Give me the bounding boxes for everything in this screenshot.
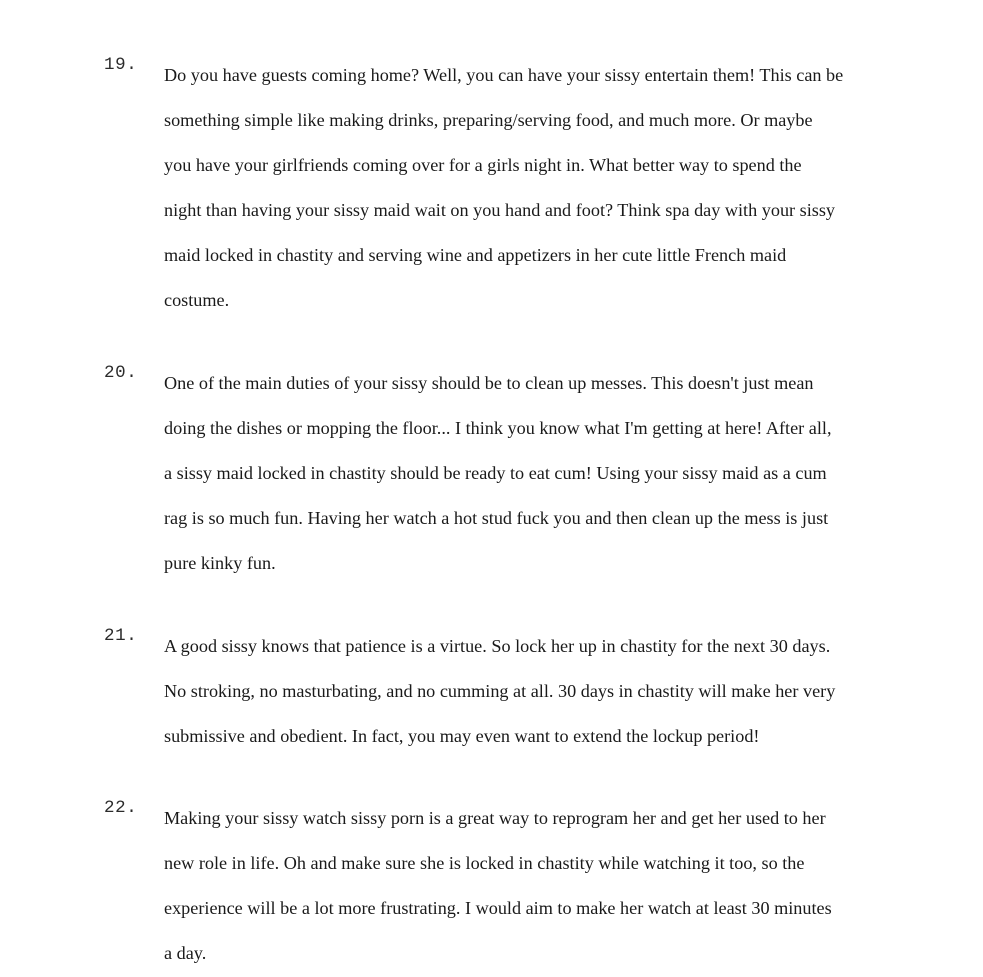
item-paragraph [164, 53, 892, 323]
paragraph-line: experience will be a lot more frustrating. I would aim to make her watch at least 30 minutes [164, 898, 832, 918]
paragraph-line: you have your girlfriends coming over for a girls night in. What better way to spend the [164, 155, 802, 175]
paragraph-line: maid locked in chastity and serving wine and appetizers in her cute little French maid [164, 245, 787, 265]
item-number: 19. [104, 55, 138, 75]
item-number: 21. [104, 626, 138, 646]
item-number: 22. [104, 798, 138, 818]
paragraph-line: One of the main duties of your sissy should be to clean up messes. This doesn't just mean [164, 373, 814, 393]
paragraph-line: costume. [164, 290, 230, 310]
item-paragraph [164, 361, 892, 586]
paragraph-line: A good sissy knows that patience is a virtue. So lock her up in chastity for the next 30 days. [164, 636, 831, 656]
paragraph-line: a sissy maid locked in chastity should be ready to eat cum! Using your sissy maid as a cum [164, 463, 827, 483]
paragraph-line: night than having your sissy maid wait on you hand and foot? Think spa day with your sissy [164, 200, 836, 220]
paragraph-line: a day. [164, 943, 207, 963]
paragraph-line: pure kinky fun. [164, 553, 276, 573]
item-paragraph [164, 624, 892, 759]
paragraph-line: Making your sissy watch sissy porn is a great way to reprogram her and get her used to her [164, 808, 826, 828]
paragraph-line: rag is so much fun. Having her watch a hot stud fuck you and then clean up the mess is just [164, 508, 829, 528]
paragraph-line: new role in life. Oh and make sure she is locked in chastity while watching it too, so the [164, 853, 805, 873]
paragraph-line: submissive and obedient. In fact, you may even want to extend the lockup period! [164, 726, 760, 746]
paragraph-line: doing the dishes or mopping the floor... I think you know what I'm getting at here! After all, [164, 418, 832, 438]
paragraph-line: something simple like making drinks, preparing/serving food, and much more. Or maybe [164, 110, 813, 130]
item-paragraph [164, 796, 892, 976]
item-number: 20. [104, 363, 138, 383]
paragraph-line: No stroking, no masturbating, and no cumming at all. 30 days in chastity will make her very [164, 681, 836, 701]
paragraph-line: Do you have guests coming home? Well, you can have your sissy entertain them! This can be [164, 65, 844, 85]
